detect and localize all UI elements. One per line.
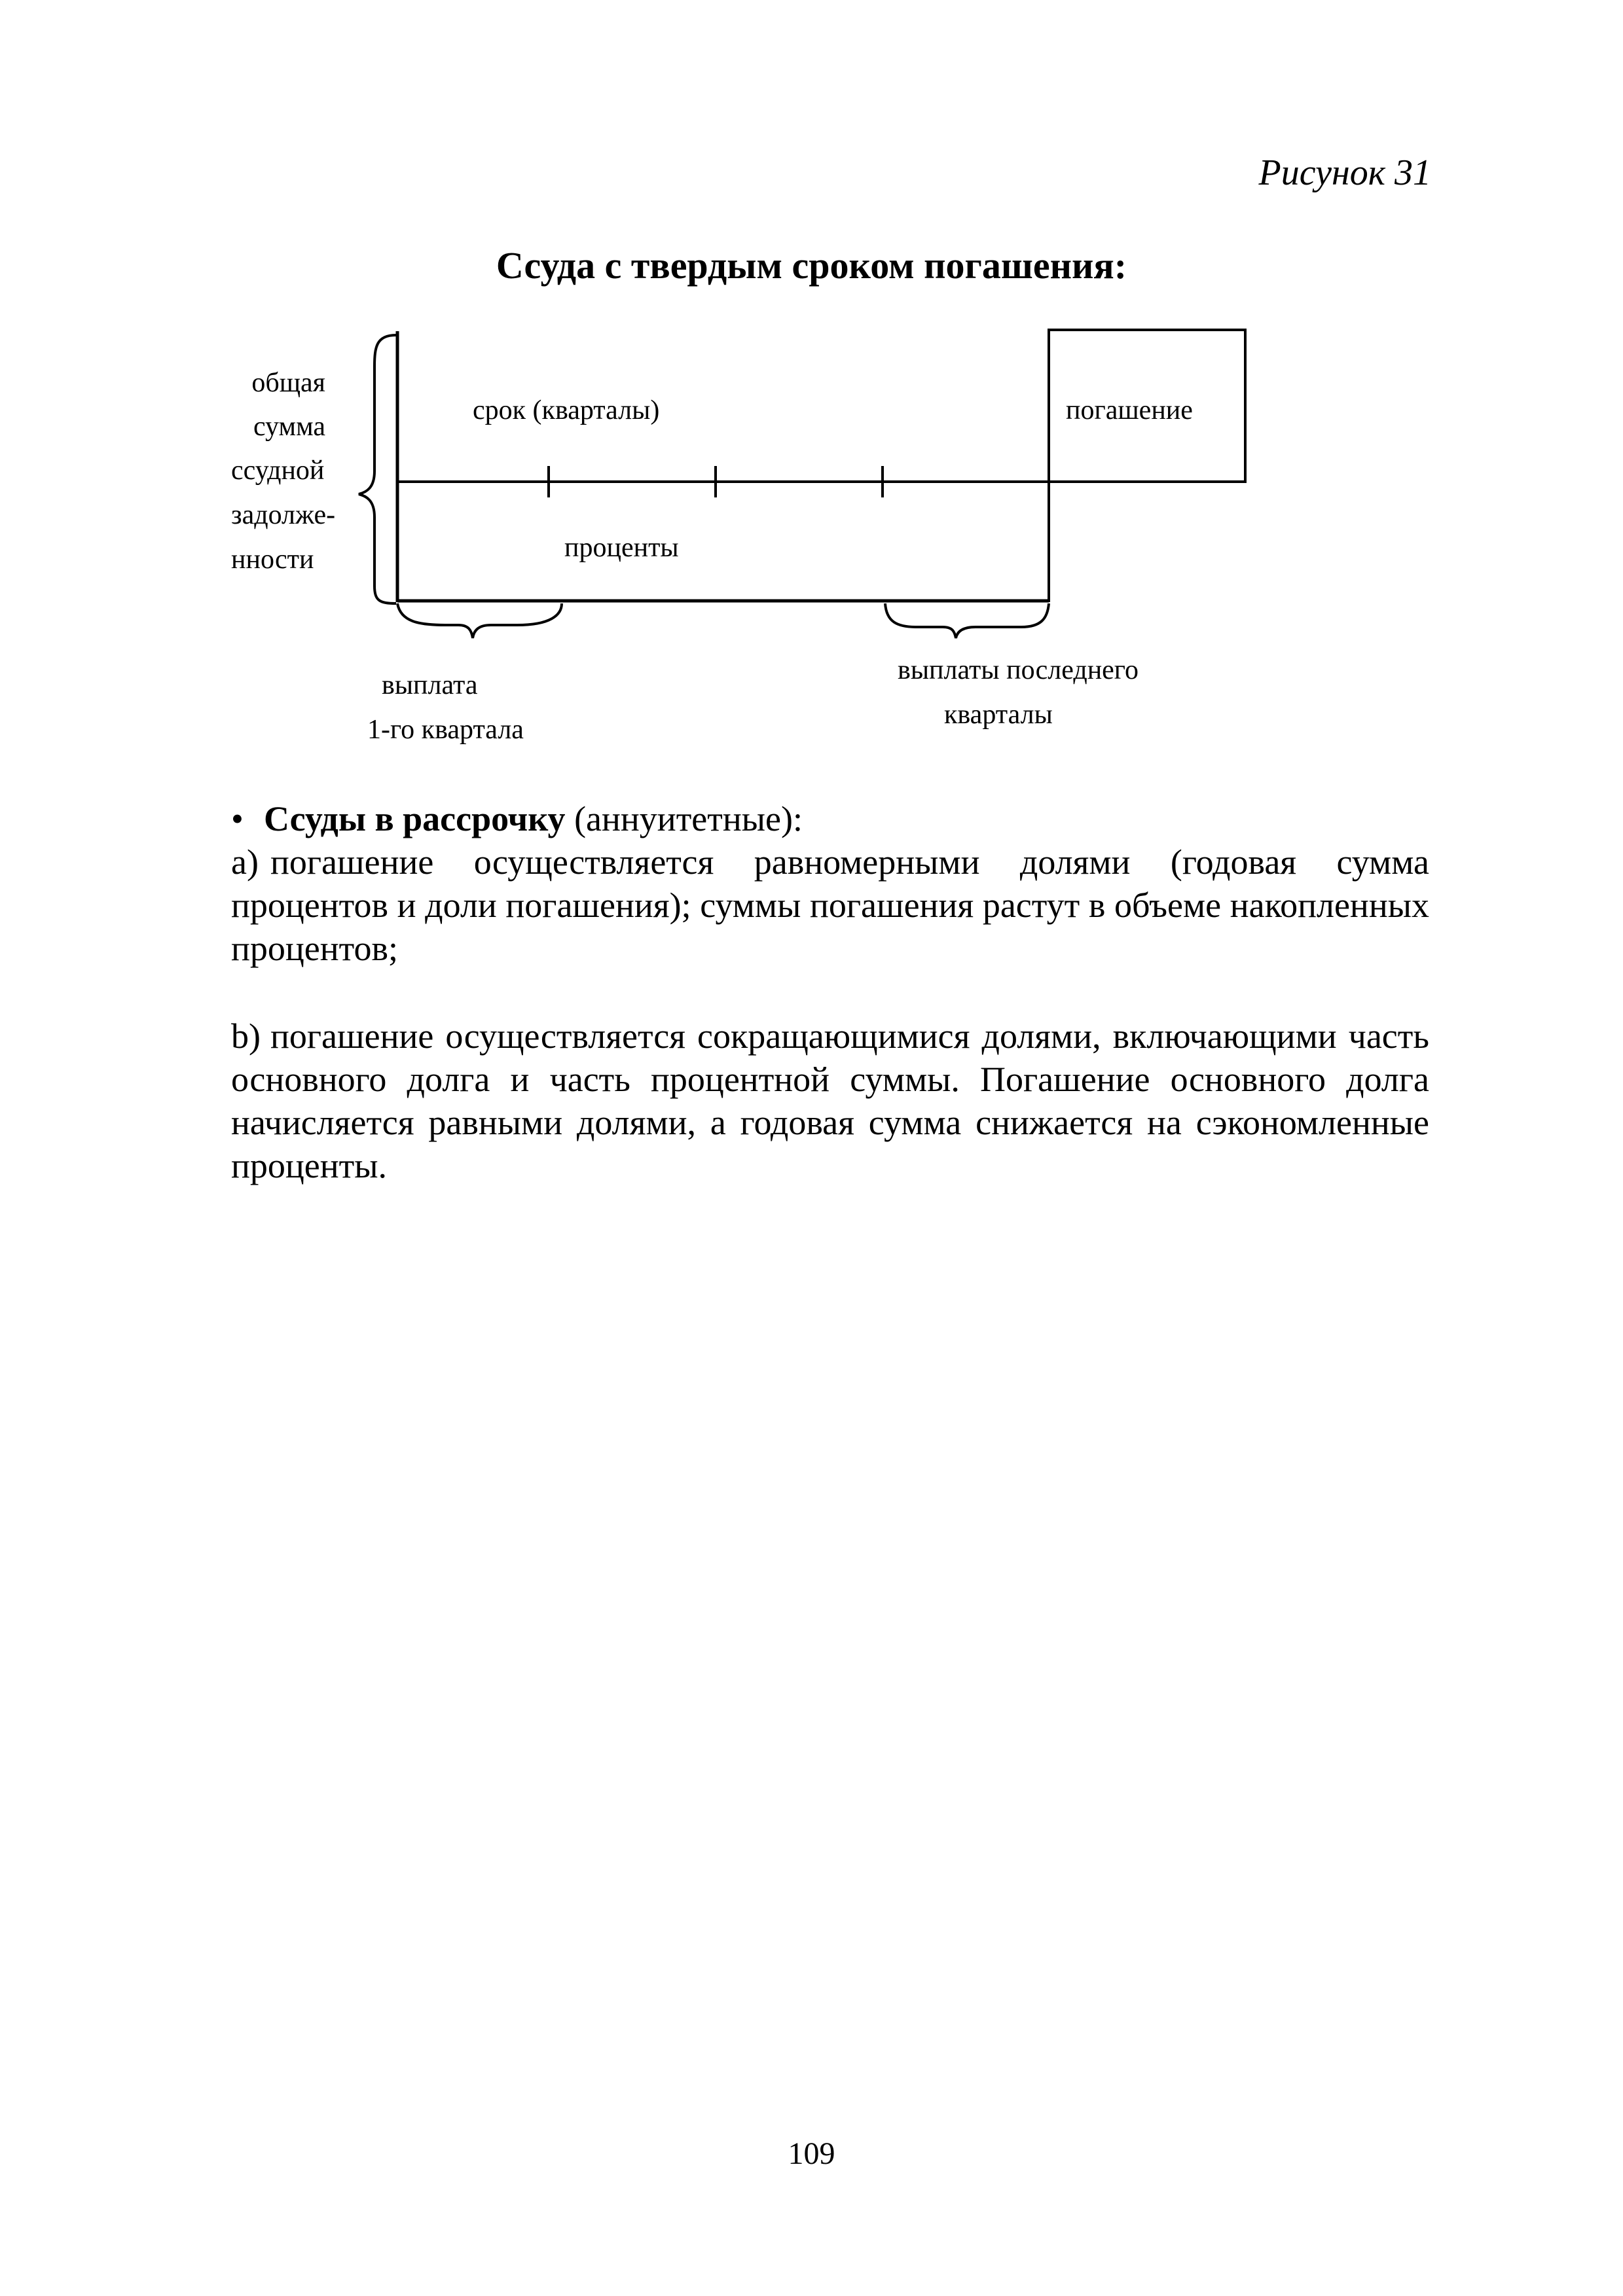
list-text-b: погашение осуществляется сокращающимися долями, включающими часть основного долга и часть процентной суммы. Погашение основного долга начисляется равными долями, а годовая сумма снижается на сэкономленные проценты. <box>231 1016 1429 1185</box>
debt-brace <box>359 335 396 603</box>
first-payment-brace <box>397 603 562 638</box>
interest-label: проценты <box>564 533 679 563</box>
figure-title: Ссуда с твердым сроком погашения: <box>496 244 1127 287</box>
section-heading-bold: Ссуды в рассрочку <box>264 799 566 838</box>
list-item-a <box>231 840 1429 970</box>
debt-label-line-5: нности <box>231 545 314 575</box>
section-heading <box>231 797 1429 840</box>
last-payment-label-line-2: кварталы <box>944 700 1053 730</box>
debt-label-line-3: ссудной <box>231 456 325 486</box>
first-payment-label-line-2: 1-го квартала <box>367 715 524 745</box>
section-heading-rest: (аннуитетные): <box>565 799 803 838</box>
last-payment-label-line-1: выплаты последнего <box>898 655 1139 685</box>
list-item-b <box>231 1014 1429 1187</box>
page-number: 109 <box>788 2136 835 2171</box>
list-marker-b: b) <box>231 1016 261 1056</box>
first-payment-label-line-1: выплата <box>382 670 478 700</box>
bullet-icon: • <box>231 799 244 838</box>
list-marker-a: a) <box>231 842 259 882</box>
figure-label: Рисунок 31 <box>1258 152 1431 193</box>
loan-diagram <box>0 0 1623 772</box>
debt-label-line-1: общая <box>251 368 325 398</box>
term-label: срок (кварталы) <box>473 395 660 425</box>
repayment-label: погашение <box>1066 395 1193 425</box>
debt-label-line-2: сумма <box>253 412 325 442</box>
debt-label-line-4: задолже- <box>231 500 336 530</box>
last-payment-brace <box>885 603 1049 638</box>
list-text-a: погашение осуществляется равномерными долями (годовая сумма процентов и доли погашения); суммы погашения растут в объеме накопленных процентов; <box>231 842 1429 968</box>
